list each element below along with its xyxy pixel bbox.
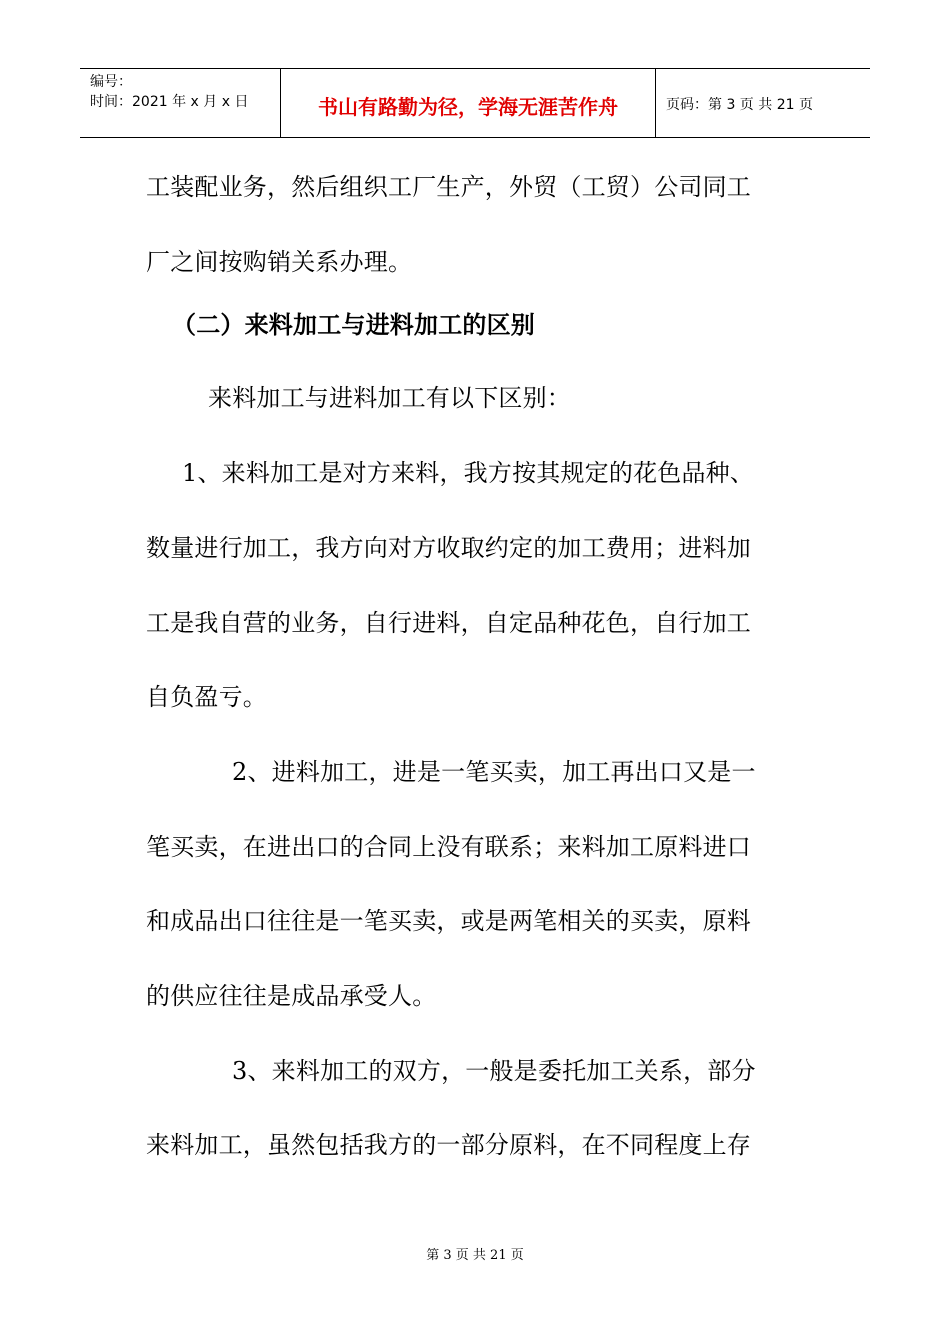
document-header bbox=[80, 68, 870, 138]
paragraph-line: 来料加工，虽然包括我方的一部分原料，在不同程度上存 bbox=[146, 1131, 751, 1159]
paragraph-line: 笔买卖，在进出口的合同上没有联系；来料加工原料进口 bbox=[146, 833, 751, 861]
header-left-cell bbox=[80, 69, 280, 137]
number-label: 编号： bbox=[90, 74, 132, 90]
page-footer: 第 3 页 共 21 页 bbox=[426, 1248, 524, 1263]
paragraph-line: 2、进料加工，进是一笔买卖，加工再出口又是一 bbox=[232, 758, 756, 786]
paragraph-line: 数量进行加工，我方向对方收取约定的加工费用；进料加 bbox=[146, 534, 751, 562]
paragraph-line: 工装配业务，然后组织工厂生产，外贸（工贸）公司同工 bbox=[146, 173, 751, 201]
paragraph-line: 3、来料加工的双方，一般是委托加工关系，部分 bbox=[232, 1057, 756, 1085]
paragraph-line: 自负盈亏。 bbox=[146, 683, 267, 711]
paragraph-line: 和成品出口往往是一笔买卖，或是两笔相关的买卖，原料 bbox=[146, 907, 751, 935]
time-label: 时间：2021 年 x 月 x 日 bbox=[90, 94, 249, 110]
paragraph-line: 工是我自营的业务，自行进料，自定品种花色，自行加工 bbox=[146, 609, 751, 637]
header-motto-cell bbox=[280, 69, 656, 137]
section-heading: （二）来料加工与进料加工的区别 bbox=[172, 311, 535, 339]
paragraph-line: 1、来料加工是对方来料，我方按其规定的花色品种、 bbox=[182, 459, 755, 487]
page-code: 页码：第 3 页 共 21 页 bbox=[666, 97, 813, 113]
motto-text: 书山有路勤为径，学海无涯苦作舟 bbox=[318, 95, 618, 119]
header-page-cell bbox=[656, 69, 870, 137]
paragraph-line: 厂之间按购销关系办理。 bbox=[146, 248, 413, 276]
paragraph-line: 的供应往往是成品承受人。 bbox=[146, 982, 437, 1010]
paragraph-line: 来料加工与进料加工有以下区别： bbox=[208, 384, 571, 412]
